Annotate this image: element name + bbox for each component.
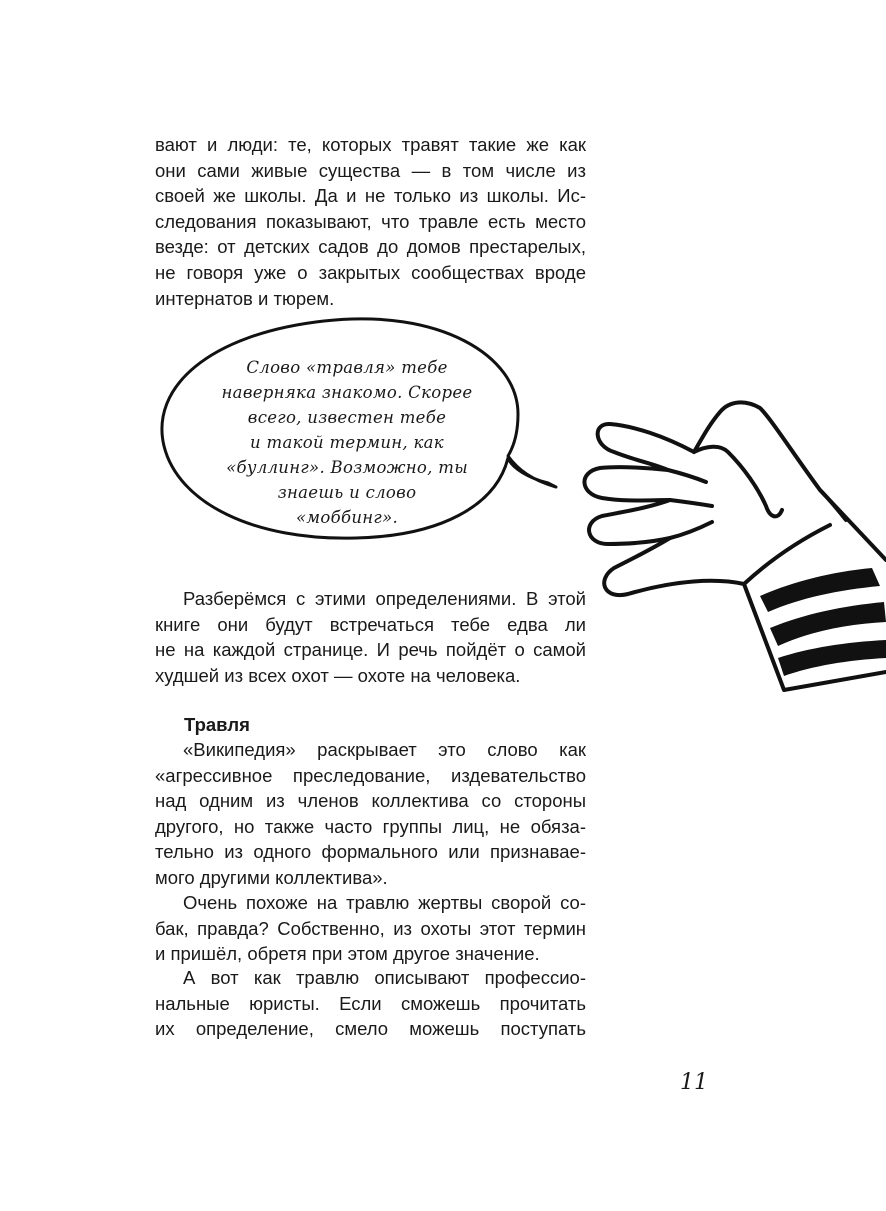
bubble-line: и такой термин, как xyxy=(250,433,444,452)
paragraph-4 xyxy=(155,890,586,967)
bubble-line: всего, известен тебе xyxy=(247,408,447,427)
text-line: они сами живые существа — в том числе из xyxy=(155,159,586,181)
text-line: везде: от детских садов до домов престарелых, xyxy=(155,236,586,258)
bubble-line: «моббинг». xyxy=(295,508,399,527)
text-line: Очень похоже на травлю жертвы сворой со- xyxy=(183,892,586,913)
text-line: «Википедия» раскрывает это слово как xyxy=(183,739,586,760)
text-line: следования показывают, что травле есть место xyxy=(155,210,586,232)
text-line: Разберёмся с этими определениями. В этой xyxy=(183,588,586,609)
bubble-line: знаешь и слово xyxy=(277,483,417,502)
paragraph-3 xyxy=(155,737,586,891)
text-line: и пришёл, обретя при этом другое значение. xyxy=(155,943,540,965)
text-line: тельно из одного формального или признавае- xyxy=(155,841,586,863)
text-line: не на каждой странице. И речь пойдёт о самой xyxy=(155,639,586,661)
bubble-line: «буллинг». Возможно, ты xyxy=(226,458,468,477)
text-line: бак, правда? Собственно, из охоты этот термин xyxy=(155,917,586,939)
text-line: своей же школы. Да и не только из школы. Ис- xyxy=(155,185,586,207)
text-line: вают и люди: те, которых травят такие же как xyxy=(155,134,586,155)
text-line: их определение, смело можешь поступать xyxy=(155,1018,586,1040)
text-line: интернатов и тюрем. xyxy=(155,287,335,309)
section-heading: Травля xyxy=(184,714,250,735)
speech-bubble-text xyxy=(202,355,492,530)
bubble-line: Слово «травля» тебе xyxy=(246,358,448,377)
paragraph-2 xyxy=(155,586,586,688)
text-line: нальные юристы. Если сможешь прочитать xyxy=(155,992,586,1014)
page-number: 11 xyxy=(680,1070,708,1095)
text-line: «агрессивное преследование, издевательство xyxy=(155,764,586,786)
text-line: над одним из членов коллектива со стороны xyxy=(155,790,586,812)
text-line: мого другими коллектива». xyxy=(155,866,388,888)
bubble-line: наверняка знакомо. Скорее xyxy=(221,383,473,402)
text-line: не говоря уже о закрытых сообществах вроде xyxy=(155,261,586,283)
text-line: А вот как травлю описывают профессио- xyxy=(183,967,586,988)
paragraph-5 xyxy=(155,965,586,1042)
text-line: книге они будут встречаться тебе едва ли xyxy=(155,613,586,635)
cuff-stripes xyxy=(760,568,886,676)
text-line: другого, но также часто группы лиц, не обяза- xyxy=(155,815,586,837)
text-line: худшей из всех охот — охоте на человека. xyxy=(155,664,521,686)
